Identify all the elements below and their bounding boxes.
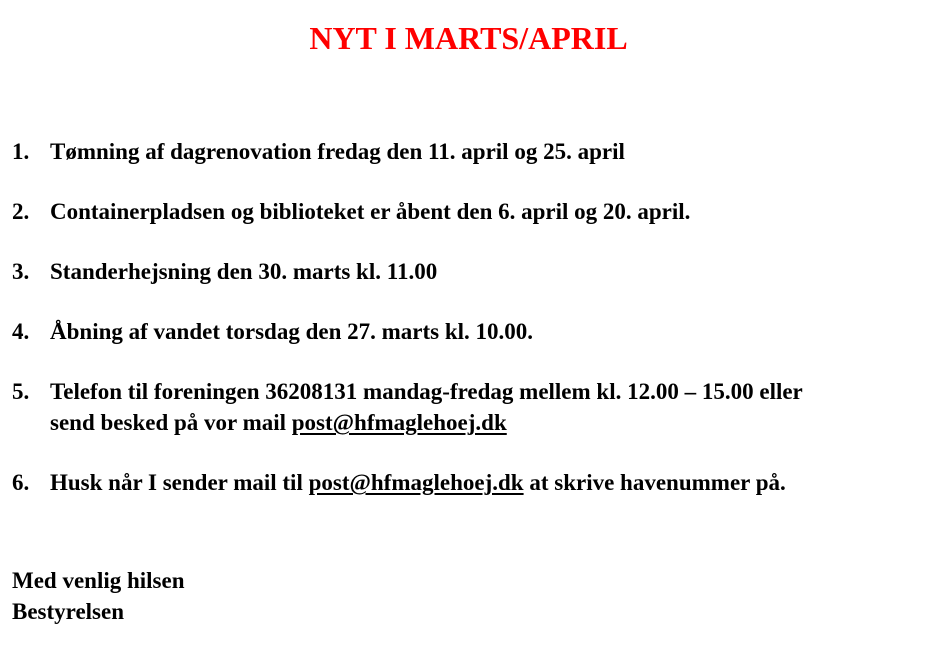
list-item	[12, 196, 932, 227]
item-text-line1: Telefon til foreningen 36208131 mandag-fredag mellem kl. 12.00 – 15.00 eller	[50, 379, 803, 404]
item-text: Åbning af vandet torsdag den 27. marts kl. 10.00.	[50, 319, 534, 344]
list-item	[12, 136, 932, 167]
closing-signature: Bestyrelsen	[12, 599, 125, 624]
item-number: 2.	[12, 199, 30, 224]
email-link[interactable]: post@hfmaglehoej.dk	[291, 410, 507, 435]
list-item	[12, 316, 932, 347]
item-text: Standerhejsning den 30. marts kl. 11.00	[50, 259, 438, 284]
item-number: 4.	[12, 319, 30, 344]
news-list	[12, 136, 932, 527]
list-item	[12, 256, 932, 287]
item-text: Tømning af dagrenovation fredag den 11. april og 25. april	[50, 139, 625, 164]
list-item	[12, 467, 932, 498]
item-number: 6.	[12, 470, 30, 495]
list-item	[12, 376, 932, 438]
page-title: NYT I MARTS/APRIL	[309, 20, 628, 56]
closing-block	[12, 565, 185, 627]
item-text-line2: send besked på vor mail	[50, 410, 292, 435]
item-text: Containerpladsen og biblioteket er åbent den 6. april og 20. april.	[50, 199, 691, 224]
item-number: 5.	[12, 379, 30, 404]
item-number: 3.	[12, 259, 30, 284]
email-link[interactable]: post@hfmaglehoej.dk	[308, 470, 524, 495]
item-text-after: at skrive havenummer på.	[523, 470, 786, 495]
item-text-before: Husk når I sender mail til	[50, 470, 309, 495]
item-number: 1.	[12, 139, 30, 164]
closing-greeting: Med venlig hilsen	[12, 568, 185, 593]
